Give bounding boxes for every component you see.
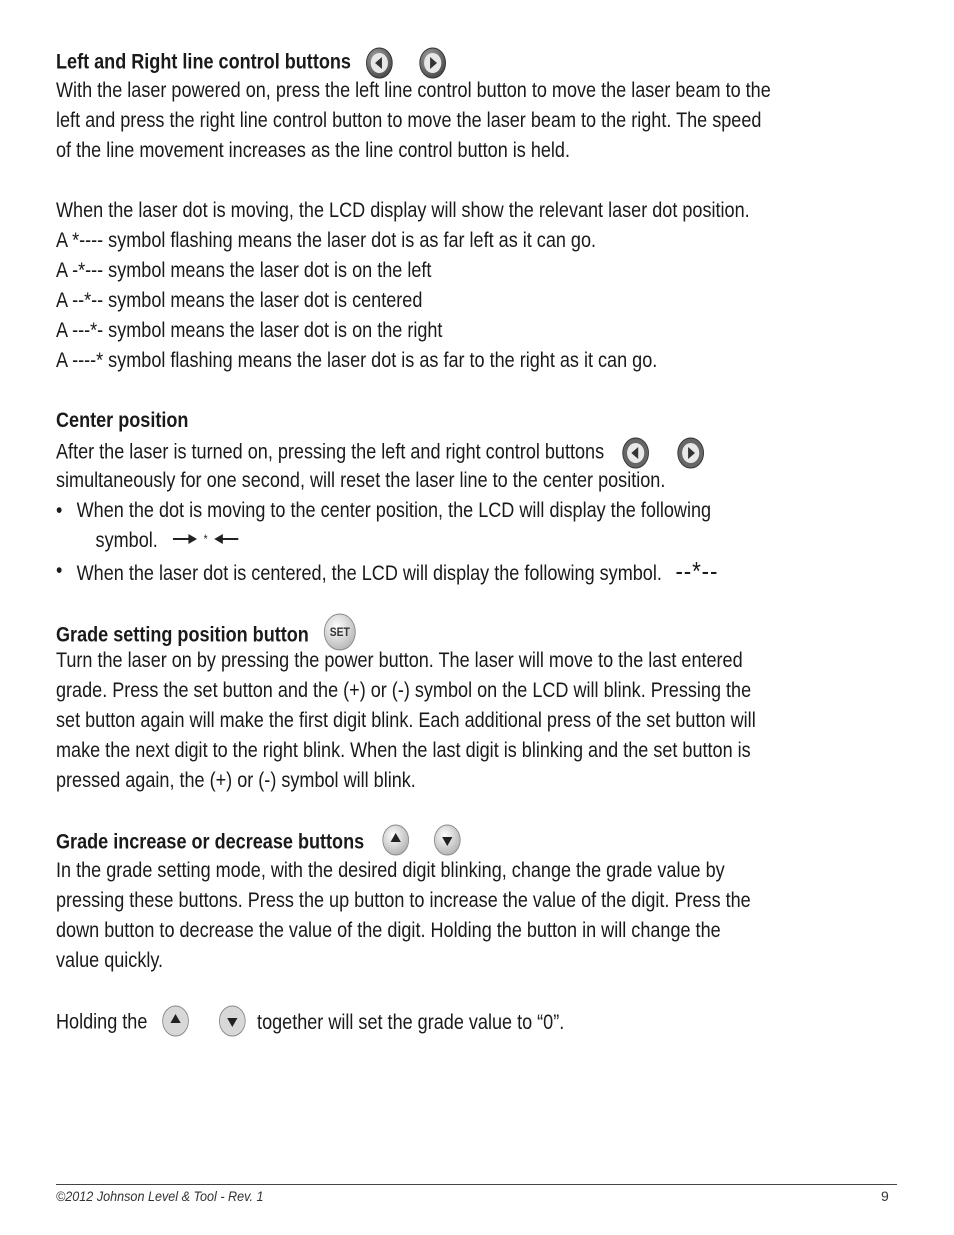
section-heading-center: Center position xyxy=(56,409,189,432)
left-arrow-button-icon xyxy=(621,436,650,470)
down-arrow-button-icon xyxy=(433,823,462,857)
center-line-2: simultaneously for one second, will reset the laser line to the center position. xyxy=(56,469,666,492)
bullet-mark: • xyxy=(56,499,63,522)
down-arrow-button-icon xyxy=(218,1004,247,1038)
holding-line xyxy=(56,1006,783,1036)
section-heading-lr xyxy=(56,46,783,76)
grade-set-body-line: pressed again, the (+) or (-) symbol will blink. xyxy=(56,769,416,792)
lr-body-line: of the line movement increases as the line control button is held. xyxy=(56,139,570,162)
dot-line: A ----* symbol flashing means the laser dot is as far to the right as it can go. xyxy=(56,349,658,372)
center-moving-symbol-icon xyxy=(171,526,240,556)
holding-text-b: together will set the grade value to “0”. xyxy=(257,1010,565,1034)
manual-page xyxy=(56,46,901,1036)
heading-grade-updown-text: Grade increase or decrease buttons xyxy=(56,830,365,854)
center-line-1-text: After the laser is turned on, pressing the left and right control buttons xyxy=(56,440,605,464)
center-bullet-1-symbol-label: symbol. xyxy=(95,529,158,552)
right-arrow-button-icon xyxy=(418,46,447,80)
grade-updown-body-line: In the grade setting mode, with the desired digit blinking, change the grade value by xyxy=(56,859,725,882)
grade-updown-body-line: value quickly. xyxy=(56,949,164,972)
dot-line: A --*-- symbol means the laser dot is centered xyxy=(56,289,423,312)
heading-grade-set-text: Grade setting position button xyxy=(56,623,309,647)
dot-line: A -*--- symbol means the laser dot is on the left xyxy=(56,259,432,282)
grade-set-body-line: Turn the laser on by pressing the power button. The laser will move to the last entered xyxy=(56,649,743,672)
holding-text-a: Holding the xyxy=(56,1010,148,1034)
dot-line: A *---- symbol flashing means the laser dot is as far left as it can go. xyxy=(56,229,597,252)
grade-set-body-line: grade. Press the set button and the (+) or (-) symbol on the LCD will blink. Pressing the xyxy=(56,679,752,702)
footer-divider xyxy=(56,1184,897,1185)
footer-copyright: ©2012 Johnson Level & Tool - Rev. 1 xyxy=(56,1188,264,1204)
lr-body-line: With the laser powered on, press the left line control button to move the laser beam to the xyxy=(56,79,771,102)
dot-intro: When the laser dot is moving, the LCD display will show the relevant laser dot position. xyxy=(56,199,750,222)
center-bullet-2-text: When the laser dot is centered, the LCD will display the following symbol. xyxy=(76,562,662,585)
grade-updown-body-line: down button to decrease the value of the digit. Holding the button in will change the xyxy=(56,919,721,942)
grade-set-body-line: make the next digit to the right blink. When the last digit is blinking and the set button is xyxy=(56,739,751,762)
center-bullet-1-cont xyxy=(56,526,783,556)
lr-body-line: left and press the right line control button to move the laser beam to the right. The speed xyxy=(56,109,762,132)
center-bullet-1 xyxy=(56,496,783,526)
up-arrow-button-icon xyxy=(161,1004,190,1038)
center-bullet-1-text: When the dot is moving to the center position, the LCD will display the following xyxy=(76,499,712,522)
grade-set-body-line: set button again will make the first digit blink. Each additional press of the set button will xyxy=(56,709,756,732)
section-heading-grade-updown xyxy=(56,826,783,856)
section-heading-grade-set xyxy=(56,616,783,646)
grade-updown-body-line: pressing these buttons. Press the up button to increase the value of the digit. Press the xyxy=(56,889,751,912)
center-line-1 xyxy=(56,436,783,466)
center-bullet-2 xyxy=(56,556,783,586)
moving-symbol-star: * xyxy=(203,533,208,547)
set-button-label: SET xyxy=(329,626,350,640)
up-arrow-button-icon xyxy=(381,823,410,857)
bullet-mark: • xyxy=(56,559,63,582)
heading-lr-text: Left and Right line control buttons xyxy=(56,50,351,74)
right-arrow-button-icon xyxy=(676,436,705,470)
dot-line: A ---*- symbol means the laser dot is on the right xyxy=(56,319,443,342)
centered-symbol: --*-- xyxy=(675,556,719,586)
left-arrow-button-icon xyxy=(365,46,394,80)
page-number: 9 xyxy=(881,1188,889,1204)
